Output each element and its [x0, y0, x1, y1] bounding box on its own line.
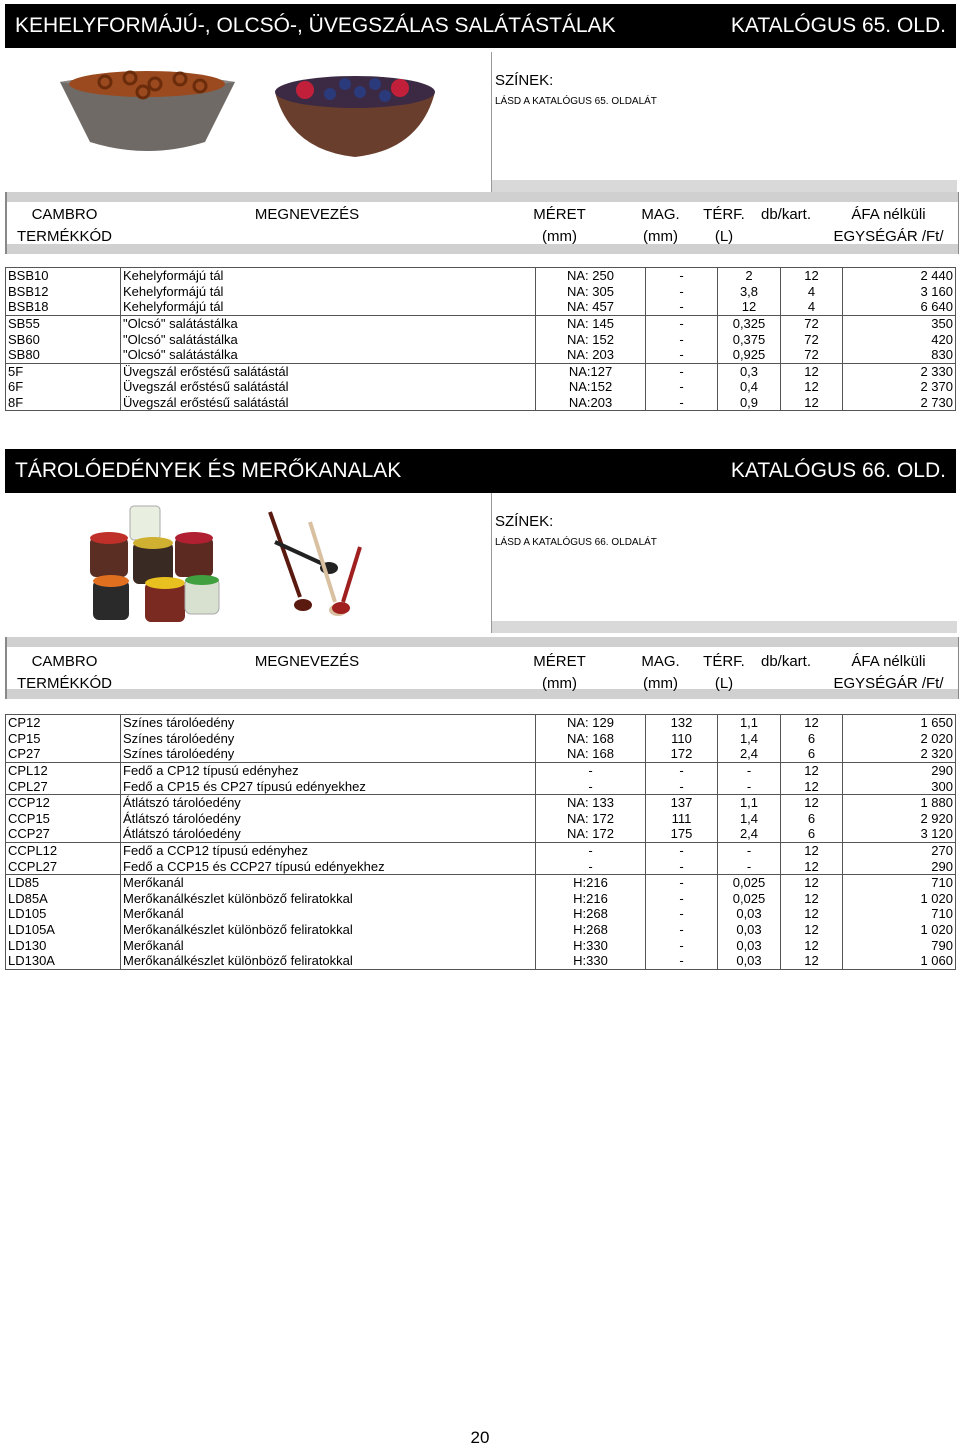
product-volume: 0,325 — [718, 315, 781, 331]
divider-bar — [492, 621, 957, 633]
product-name: Kehelyformájú tál — [121, 268, 536, 284]
table-row — [6, 347, 956, 363]
per-carton: 12 — [781, 715, 843, 731]
table-row — [6, 826, 956, 842]
containers-ladles-image — [85, 502, 385, 627]
table-row — [6, 331, 956, 347]
product-height: 132 — [646, 715, 718, 731]
unit-price: 2 020 — [843, 731, 956, 747]
product-code: CCP15 — [6, 811, 121, 827]
table-row — [6, 762, 956, 778]
product-height: - — [646, 363, 718, 379]
unit-price: 1 650 — [843, 715, 956, 731]
product-name: Fedő a CP15 és CP27 típusú edényekhez — [121, 778, 536, 794]
table-header — [5, 192, 959, 254]
per-carton: 12 — [781, 395, 843, 411]
unit-price: 6 640 — [843, 299, 956, 315]
product-table — [5, 714, 956, 970]
section-title: TÁROLÓEDÉNYEK ÉS MERŐKANALAK — [15, 459, 402, 482]
table-row — [6, 299, 956, 315]
product-code: CP12 — [6, 715, 121, 731]
per-carton: 12 — [781, 874, 843, 890]
table-row — [6, 315, 956, 331]
product-code: 6F — [6, 379, 121, 395]
colors-info-box — [491, 493, 957, 633]
unit-price: 830 — [843, 347, 956, 363]
product-height: - — [646, 891, 718, 907]
unit-price: 270 — [843, 842, 956, 858]
product-name: Színes tárolóedény — [121, 731, 536, 747]
unit-price: 710 — [843, 874, 956, 890]
product-name: Üvegszál erőstésű salátástál — [121, 379, 536, 395]
product-size: H:268 — [536, 906, 646, 922]
product-volume: 1,1 — [718, 715, 781, 731]
product-height: - — [646, 315, 718, 331]
product-name: Fedő a CP12 típusú edényhez — [121, 762, 536, 778]
product-size: NA: 172 — [536, 826, 646, 842]
product-size: H:216 — [536, 874, 646, 890]
table-row — [6, 284, 956, 300]
per-carton: 6 — [781, 731, 843, 747]
unit-price: 710 — [843, 906, 956, 922]
product-size: NA: 203 — [536, 347, 646, 363]
product-size: - — [536, 762, 646, 778]
product-volume: 2 — [718, 268, 781, 284]
per-carton: 4 — [781, 299, 843, 315]
product-table-body — [6, 268, 956, 411]
product-code: LD105A — [6, 922, 121, 938]
product-code: CPL27 — [6, 778, 121, 794]
product-name: Fedő a CCP12 típusú edényhez — [121, 842, 536, 858]
table-row — [6, 858, 956, 874]
table-row — [6, 811, 956, 827]
product-size: H:268 — [536, 922, 646, 938]
product-height: - — [646, 347, 718, 363]
table-row — [6, 891, 956, 907]
product-code: LD85A — [6, 891, 121, 907]
per-carton: 12 — [781, 268, 843, 284]
product-table — [5, 267, 956, 411]
table-row — [6, 778, 956, 794]
product-size: NA: 133 — [536, 794, 646, 810]
product-height: 175 — [646, 826, 718, 842]
product-volume: 0,3 — [718, 363, 781, 379]
product-height: 172 — [646, 746, 718, 762]
header-name: MEGNEVEZÉS — [254, 206, 360, 223]
page-number: 20 — [470, 1428, 490, 1447]
section-title-bar — [5, 4, 956, 48]
per-carton: 12 — [781, 858, 843, 874]
header-height: MAG. (mm) — [641, 653, 680, 692]
product-size: NA: 172 — [536, 811, 646, 827]
product-name: Átlátszó tárolóedény — [121, 826, 536, 842]
unit-price: 2 330 — [843, 363, 956, 379]
divider-bar — [492, 180, 957, 192]
product-size: NA: 145 — [536, 315, 646, 331]
product-code: BSB18 — [6, 299, 121, 315]
product-height: - — [646, 268, 718, 284]
header-per-carton: db/kart. — [760, 206, 812, 223]
product-name: "Olcsó" salátástálka — [121, 347, 536, 363]
unit-price: 350 — [843, 315, 956, 331]
product-volume: 0,03 — [718, 906, 781, 922]
product-volume: 0,03 — [718, 922, 781, 938]
product-size: - — [536, 778, 646, 794]
product-volume: 1,1 — [718, 794, 781, 810]
colors-reference: LÁSD A KATALÓGUS 65. OLDALÁT — [495, 96, 657, 107]
catalog-ref: KATALÓGUS 66. OLD. — [730, 459, 946, 482]
product-size: NA: 250 — [536, 268, 646, 284]
product-size: NA: 168 — [536, 731, 646, 747]
unit-price: 2 920 — [843, 811, 956, 827]
product-name: Színes tárolóedény — [121, 715, 536, 731]
table-row — [6, 715, 956, 731]
colors-label: SZÍNEK: — [495, 72, 554, 89]
product-code: 8F — [6, 395, 121, 411]
product-size: NA:127 — [536, 363, 646, 379]
product-volume: 0,925 — [718, 347, 781, 363]
product-size: NA:203 — [536, 395, 646, 411]
unit-price: 1 060 — [843, 953, 956, 969]
header-price: ÁFA nélküli EGYSÉGÁR /Ft/ — [833, 206, 944, 245]
per-carton: 12 — [781, 794, 843, 810]
per-carton: 12 — [781, 937, 843, 953]
product-volume: 0,03 — [718, 937, 781, 953]
per-carton: 72 — [781, 315, 843, 331]
product-table-body — [6, 715, 956, 970]
product-height: - — [646, 858, 718, 874]
product-code: CP27 — [6, 746, 121, 762]
product-volume: 2,4 — [718, 746, 781, 762]
per-carton: 4 — [781, 284, 843, 300]
product-name: "Olcsó" salátástálka — [121, 331, 536, 347]
product-size: NA: 457 — [536, 299, 646, 315]
product-name: Merőkanál — [121, 937, 536, 953]
unit-price: 420 — [843, 331, 956, 347]
product-height: - — [646, 762, 718, 778]
product-volume: - — [718, 842, 781, 858]
product-code: 5F — [6, 363, 121, 379]
unit-price: 2 440 — [843, 268, 956, 284]
product-height: - — [646, 299, 718, 315]
unit-price: 300 — [843, 778, 956, 794]
product-volume: 0,025 — [718, 891, 781, 907]
product-volume: 0,375 — [718, 331, 781, 347]
unit-price: 290 — [843, 858, 956, 874]
header-price: ÁFA nélküli EGYSÉGÁR /Ft/ — [833, 653, 944, 692]
product-code: CCPL27 — [6, 858, 121, 874]
table-row — [6, 937, 956, 953]
per-carton: 12 — [781, 842, 843, 858]
product-volume: - — [718, 778, 781, 794]
product-height: 110 — [646, 731, 718, 747]
per-carton: 12 — [781, 906, 843, 922]
product-name: Kehelyformájú tál — [121, 284, 536, 300]
unit-price: 1 020 — [843, 922, 956, 938]
unit-price: 3 160 — [843, 284, 956, 300]
unit-price: 2 320 — [843, 746, 956, 762]
table-row — [6, 906, 956, 922]
product-code: CP15 — [6, 731, 121, 747]
product-volume: 0,4 — [718, 379, 781, 395]
product-height: - — [646, 778, 718, 794]
product-volume: 1,4 — [718, 811, 781, 827]
header-height: MAG. (mm) — [641, 206, 680, 245]
header-code: CAMBRO TERMÉKKÓD — [16, 206, 112, 245]
unit-price: 3 120 — [843, 826, 956, 842]
product-volume: 12 — [718, 299, 781, 315]
per-carton: 12 — [781, 953, 843, 969]
header-volume: TÉRF. (L) — [703, 653, 745, 692]
product-name: Merőkanálkészlet különböző feliratokkal — [121, 891, 536, 907]
product-name: Átlátszó tárolóedény — [121, 811, 536, 827]
product-height: - — [646, 937, 718, 953]
product-height: - — [646, 906, 718, 922]
product-code: SB55 — [6, 315, 121, 331]
header-volume: TÉRF. (L) — [703, 206, 745, 245]
product-code: BSB10 — [6, 268, 121, 284]
table-row — [6, 363, 956, 379]
product-volume: - — [718, 762, 781, 778]
per-carton: 72 — [781, 347, 843, 363]
product-code: SB60 — [6, 331, 121, 347]
table-row — [6, 874, 956, 890]
table-row — [6, 922, 956, 938]
colors-reference: LÁSD A KATALÓGUS 66. OLDALÁT — [495, 537, 657, 548]
product-height: - — [646, 379, 718, 395]
product-volume: 1,4 — [718, 731, 781, 747]
header-name: MEGNEVEZÉS — [254, 653, 360, 670]
product-name: Merőkanál — [121, 874, 536, 890]
product-size: NA: 129 — [536, 715, 646, 731]
unit-price: 1 020 — [843, 891, 956, 907]
product-code: CPL12 — [6, 762, 121, 778]
colors-info-box — [491, 52, 957, 192]
unit-price: 2 370 — [843, 379, 956, 395]
per-carton: 6 — [781, 811, 843, 827]
per-carton: 6 — [781, 826, 843, 842]
product-name: Üvegszál erőstésű salátástál — [121, 363, 536, 379]
table-row — [6, 794, 956, 810]
colors-label: SZÍNEK: — [495, 513, 554, 530]
product-volume: 0,025 — [718, 874, 781, 890]
product-name: Merőkanálkészlet különböző feliratokkal — [121, 953, 536, 969]
product-volume: 0,9 — [718, 395, 781, 411]
catalog-ref: KATALÓGUS 65. OLD. — [730, 14, 946, 37]
product-volume: 2,4 — [718, 826, 781, 842]
product-code: LD105 — [6, 906, 121, 922]
product-size: NA: 305 — [536, 284, 646, 300]
unit-price: 290 — [843, 762, 956, 778]
product-size: - — [536, 842, 646, 858]
per-carton: 12 — [781, 778, 843, 794]
product-name: Átlátszó tárolóedény — [121, 794, 536, 810]
per-carton: 12 — [781, 762, 843, 778]
unit-price: 790 — [843, 937, 956, 953]
product-name: Üvegszál erőstésű salátástál — [121, 395, 536, 411]
per-carton: 72 — [781, 331, 843, 347]
product-name: Merőkanálkészlet különböző feliratokkal — [121, 922, 536, 938]
table-row — [6, 746, 956, 762]
product-size: H:330 — [536, 937, 646, 953]
product-code: CCP27 — [6, 826, 121, 842]
product-size: NA:152 — [536, 379, 646, 395]
product-height: 111 — [646, 811, 718, 827]
per-carton: 12 — [781, 922, 843, 938]
product-volume: 3,8 — [718, 284, 781, 300]
product-size: H:330 — [536, 953, 646, 969]
product-code: LD85 — [6, 874, 121, 890]
per-carton: 6 — [781, 746, 843, 762]
section-title: KEHELYFORMÁJÚ-, OLCSÓ-, ÜVEGSZÁLAS SALÁTÁSTÁLAK — [15, 14, 616, 37]
table-row — [6, 953, 956, 969]
table-row — [6, 379, 956, 395]
product-height: - — [646, 331, 718, 347]
product-code: CCP12 — [6, 794, 121, 810]
per-carton: 12 — [781, 363, 843, 379]
unit-price: 2 730 — [843, 395, 956, 411]
table-row — [6, 731, 956, 747]
product-height: - — [646, 395, 718, 411]
product-code: BSB12 — [6, 284, 121, 300]
product-code: LD130A — [6, 953, 121, 969]
table-header — [5, 637, 959, 699]
header-size: MÉRET (mm) — [533, 206, 586, 245]
product-height: - — [646, 842, 718, 858]
per-carton: 12 — [781, 891, 843, 907]
product-height: - — [646, 922, 718, 938]
unit-price: 1 880 — [843, 794, 956, 810]
product-name: "Olcsó" salátástálka — [121, 315, 536, 331]
product-code: CCPL12 — [6, 842, 121, 858]
product-code: LD130 — [6, 937, 121, 953]
product-code: SB80 — [6, 347, 121, 363]
product-name: Kehelyformájú tál — [121, 299, 536, 315]
header-size: MÉRET (mm) — [533, 653, 586, 692]
table-row — [6, 395, 956, 411]
product-height: 137 — [646, 794, 718, 810]
table-row — [6, 268, 956, 284]
product-size: NA: 168 — [536, 746, 646, 762]
product-height: - — [646, 284, 718, 300]
product-name: Merőkanál — [121, 906, 536, 922]
per-carton: 12 — [781, 379, 843, 395]
header-per-carton: db/kart. — [760, 653, 812, 670]
product-height: - — [646, 874, 718, 890]
product-size: NA: 152 — [536, 331, 646, 347]
product-volume: 0,03 — [718, 953, 781, 969]
salad-bowls-image — [55, 62, 445, 162]
product-name: Színes tárolóedény — [121, 746, 536, 762]
header-code: CAMBRO TERMÉKKÓD — [16, 653, 112, 692]
product-volume: - — [718, 858, 781, 874]
product-size: - — [536, 858, 646, 874]
section-title-bar — [5, 449, 956, 493]
product-height: - — [646, 953, 718, 969]
table-row — [6, 842, 956, 858]
product-size: H:216 — [536, 891, 646, 907]
product-name: Fedő a CCP15 és CCP27 típusú edényekhez — [121, 858, 536, 874]
